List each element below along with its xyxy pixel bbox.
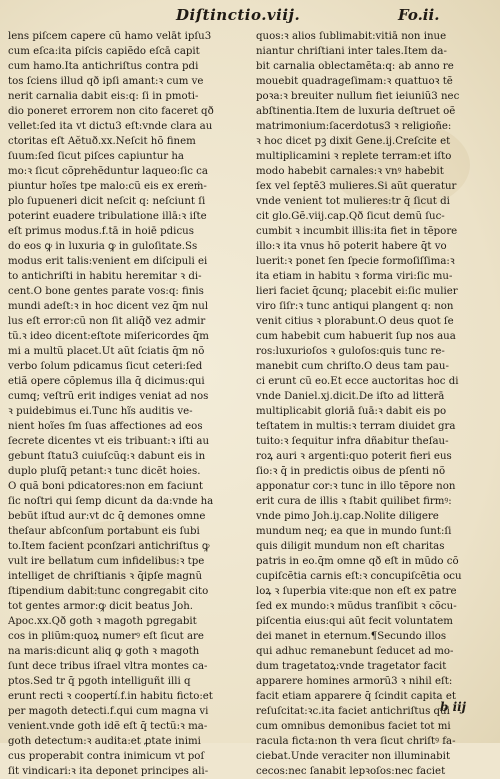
text-line: lens piſcem capere cũ hamo velāt ipſu3	[8, 31, 212, 42]
signature-mark: b iij	[440, 700, 467, 714]
right-text-column	[256, 29, 492, 779]
text-line: do eos ꝙ in luxuria ꝙ in guloſitate.Ss	[8, 241, 198, 252]
text-line: poꝛa:ꝛ breuiter nullum fiet ieiuniũ3 nec	[256, 91, 460, 102]
text-line: multiplicabit gloriā ſuā:ꝛ dabit eis po	[256, 406, 447, 417]
text-line: tos ſciens illud qð ipſi amant:ꝛ cum ve	[8, 76, 204, 87]
text-line: ctoritas eſt Aĕtuð.xx.Neſcit hõ finem	[8, 136, 196, 147]
text-line: intelliget de chriſtianis ꝛ q̄ipſe magnũ	[8, 571, 203, 582]
text-line: ptos.Sed tr q̄ pgoth intelliguñt illi q	[8, 676, 191, 687]
text-line: viro ſiſr:ꝛ tunc antiqui plangent q: non	[256, 301, 454, 312]
text-line: quos:ꝛ alios ſublimabit:vitiā non inue	[256, 31, 447, 42]
text-line: facit etiam apparere q̄ ſcindit capita et	[256, 691, 456, 702]
text-line: piuntur hoĩes tpe malo:cũ eis ex ereṁ-	[8, 181, 207, 192]
text-line: duplo pluſq̄ petant:ꝛ tunc dicẽt hoies.	[8, 466, 201, 477]
text-line: ſed ex mundo:ꝛ mũdus tranſibit ꝛ cõcu-	[256, 601, 457, 612]
text-line: nerit carnalia dabit eis:q: ſi in pmoti-	[8, 91, 199, 102]
text-line: ros:luxurioſos ꝛ guloſos:quis tunc re-	[256, 346, 445, 357]
text-line: ꝛ puidebimus ei.Tunc hĩs auditis ve-	[8, 406, 193, 417]
text-line: theſaur abſconſum portabunt eis ſubi	[8, 526, 200, 537]
text-line: reſuſcitat:ꝛc.ita faciet antichriſtus qui	[256, 706, 450, 717]
text-line: O quã boni pdicatores:non em faciunt	[8, 481, 204, 492]
text-line: apparere homines armorũ3 ꝛ nihil eſt:	[256, 676, 453, 687]
text-line: mouebit quadrageſimam:ꝛ quattuoꝛ tẽ	[256, 76, 453, 87]
folio-number: Fo.ii.	[398, 6, 440, 24]
text-line: abſtinentia.Item de luxuria deſtruet oẽ	[256, 106, 456, 117]
text-line: manebit cum chriſto.O deus tam pau-	[256, 361, 449, 372]
text-line: lieri faciet q̄cunq; placebit ei:ſic mulier	[256, 286, 458, 297]
text-line: to.Item facient pconſzari antichriſtus ꝙ	[8, 541, 210, 552]
text-line: dei manet in eternum.¶Secundo illos	[256, 631, 447, 642]
text-line: na maris:dicunt aliq ꝙ goth ꝛ magoth	[8, 646, 200, 657]
text-line: patris in eo.q̄m omne qð eſt in mũdo cõ	[256, 556, 459, 567]
text-line: apponatur cor:ꝛ tunc in illo tẽpore non	[256, 481, 456, 492]
text-line: ſex vel ſeptẽ3 mulieres.Si aũt queratur	[256, 181, 457, 192]
text-line: tũ.ꝛ ideo dicent:eſtote miſericordes q̄m	[8, 331, 209, 342]
left-text-column	[8, 29, 236, 779]
text-line: ſecrete dicentes vt eis tribuant:ꝛ iſti au	[8, 436, 210, 447]
text-line: per magoth detecti.f.qui cum magna vi	[8, 706, 209, 717]
text-line: cum omnibus demonibus faciet tot mi	[256, 721, 451, 732]
text-line: tuito:ꝛ ſequitur infra dñabitur theſau-	[256, 436, 449, 447]
text-line: gebunt ſtatu3 cuiuſcũq:ꝛ dabunt eis in	[8, 451, 206, 462]
page-header	[0, 4, 500, 26]
text-line: modus erit talis:venient em diſcipuli ei	[8, 256, 208, 267]
text-line: dio poneret errorem non cito faceret qð	[8, 106, 214, 117]
running-title: Diſtinctio.viij.	[176, 6, 301, 24]
text-line: mo:ꝛ ſicut cõprehẽduntur laqueo:ſic ca	[8, 166, 208, 177]
text-line: mi a multũ placet.Ut aũt ſciatis q̄m nõ	[8, 346, 205, 357]
text-line: cumq; veſtrũ erit indiges veniat ad nos	[8, 391, 209, 402]
text-line: ſic noſtri qui ſemp dicunt da da:vnde ha	[8, 496, 214, 507]
text-line: vellet:ſed ita vt dictu3 eſt:vnde clara au	[8, 121, 213, 132]
text-line: luerit:ꝛ ponet ſen ſpecie formoſiſſima:ꝛ	[256, 256, 455, 267]
text-line: cupiſcẽtia carnis eſt:ꝛ concupiſcẽtia ocu	[256, 571, 462, 582]
text-line: venit citius ꝛ plorabunt.O deus quot ſe	[256, 316, 454, 327]
text-line: cum habebit cum habuerit ſup nos aua	[256, 331, 456, 342]
text-line: ꝛ hoc dicet pꝫ dixit Gene.ij.Creſcite et	[256, 136, 451, 147]
text-line: ſit vindicari:ꝛ ita deponet principes ali-	[8, 766, 209, 777]
text-line: venient.vnde goth idẽ eſt q̄ tectũ:ꝛ ma-	[8, 721, 208, 732]
text-line: ita etiam in habitu ꝛ forma viri:ſic mu-	[256, 271, 453, 282]
text-line: vnde Daniel.xj.dicit.De iſto ad litterā	[256, 391, 445, 402]
text-line: mundum neq; ea que in mundo ſunt:ſi	[256, 526, 452, 537]
text-line: dum tragetatoꝝ:vnde tragetator facit	[256, 661, 447, 672]
text-line: tot gentes armor:ꝙ dicit beatus Joh.	[8, 601, 194, 612]
text-line: cum eſca:ita piſcis capiẽdo eſcā capit	[8, 46, 200, 57]
text-line: multiplicamini ꝛ replete terram:et iſto	[256, 151, 452, 162]
text-line: verbo ſolum pdicamus ſicut ceteri:ſed	[8, 361, 203, 372]
text-line: racula ficta:non th vera ſicut chriſtꝰ fa-	[256, 736, 456, 747]
text-line: plo ſupueneri dicit neſcit q: neſciunt ſi	[8, 196, 206, 207]
text-line: ci erunt cũ eo.Et ecce auctoritas hoc di	[256, 376, 459, 387]
text-line: illo:ꝛ ita vnus hõ poterit habere q̄t vo	[256, 241, 447, 252]
text-line: cum hamo.Ita antichriſtus contra pdi	[8, 61, 199, 72]
text-line: cent.O bone gentes parate vos:q: finis	[8, 286, 204, 297]
text-line: loꝝ ꝛ ſuperbia vite:que non eſt ex patre	[256, 586, 457, 597]
text-line: cos in pliũm:quoꝝ numerꝰ eſt ſicut are	[8, 631, 204, 642]
text-line: matrimonium:ſacerdotus3 ꝛ religioñe:	[256, 121, 452, 132]
text-line: cecos:nec ſanabit lepꝛoſos:nec faciet	[256, 766, 446, 777]
text-line: cit glo.Gẽ.viij.cap.Qð ſicut demũ ſuc-	[256, 211, 445, 222]
text-line: eſt primus modus.f.tā in hoiē pdicus	[8, 226, 194, 237]
text-line: vnde venient tot mulieres:tr q̄ ſicut di	[256, 196, 450, 207]
text-line: qui adhuc remanebunt ſeducet ad mo-	[256, 646, 454, 657]
text-line: vnde pimo Joh.iȷ.cap.Nolite diligere	[256, 511, 439, 522]
text-line: cumbit ꝛ incumbit illis:ita fiet in tẽpore	[256, 226, 458, 237]
text-line: Apoc.xx.Qð goth ꝛ magoth pgregabit	[8, 616, 197, 627]
text-line: roꝝ auri ꝛ argenti:quo poterit fieri eus	[256, 451, 452, 462]
text-line: goth detectum:ꝛ audita:et ꝓtate inimi	[8, 736, 201, 747]
text-line: niantur chriſtiani inter tales.Item da-	[256, 46, 447, 57]
text-line: cus properabit contra inimicum vt poſ	[8, 751, 205, 762]
text-line: ſuum:ſed ſicut piſces capiuntur ha	[8, 151, 185, 162]
text-line: quis diligit mundum non eſt charitas	[256, 541, 445, 552]
text-line: poterint euadere tribulatione illā:ꝛ iſte	[8, 211, 207, 222]
text-line: nient hoĩes ſm ſuas affectiones ad eos	[8, 421, 203, 432]
text-line: etiã opere cõplemus illa q̄ dicimus:qui	[8, 376, 205, 387]
text-line: ſtipendium dabit:tunc congregabit cito	[8, 586, 209, 597]
text-line: ſunt dece tribus iſrael vltra montes ca-	[8, 661, 208, 672]
text-line: teſtatem in multis:ꝛ terram diuidet gra	[256, 421, 456, 432]
text-line: erunt recti ꝛ coopertí.f.in habitu ficto:et	[8, 691, 213, 702]
text-line: bit carnalia oblectamẽta:q: ab anno re	[256, 61, 454, 72]
text-line: mundi adeſt:ꝛ in hoc dicent vez q̄m nul	[8, 301, 209, 312]
text-line: piſcentia eius:qui aũt fecit voluntatem	[256, 616, 453, 627]
text-line: ciebat.Unde veraciter non illuminabit	[256, 751, 451, 762]
text-line: to antichriſti in habitu heremitar ꝛ di-	[8, 271, 202, 282]
text-line: modo habebit carnales:ꝛ vnꝰ habebit	[256, 166, 444, 177]
text-line: vult ire bellatum cum infidelibus:ꝛ tpe	[8, 556, 205, 567]
text-line: erit cura de illis ꝛ ſtabit quilibet firmꝰ:	[256, 496, 452, 507]
text-line: bebũt iſtud aur:vt dc q̄ demones omne	[8, 511, 206, 522]
text-line: lus eſt error:cũ non ſit aliq̄ð vez admir	[8, 316, 206, 327]
text-line: ſio:ꝛ q̄ in predictis oibus de pſenti nõ	[256, 466, 446, 477]
